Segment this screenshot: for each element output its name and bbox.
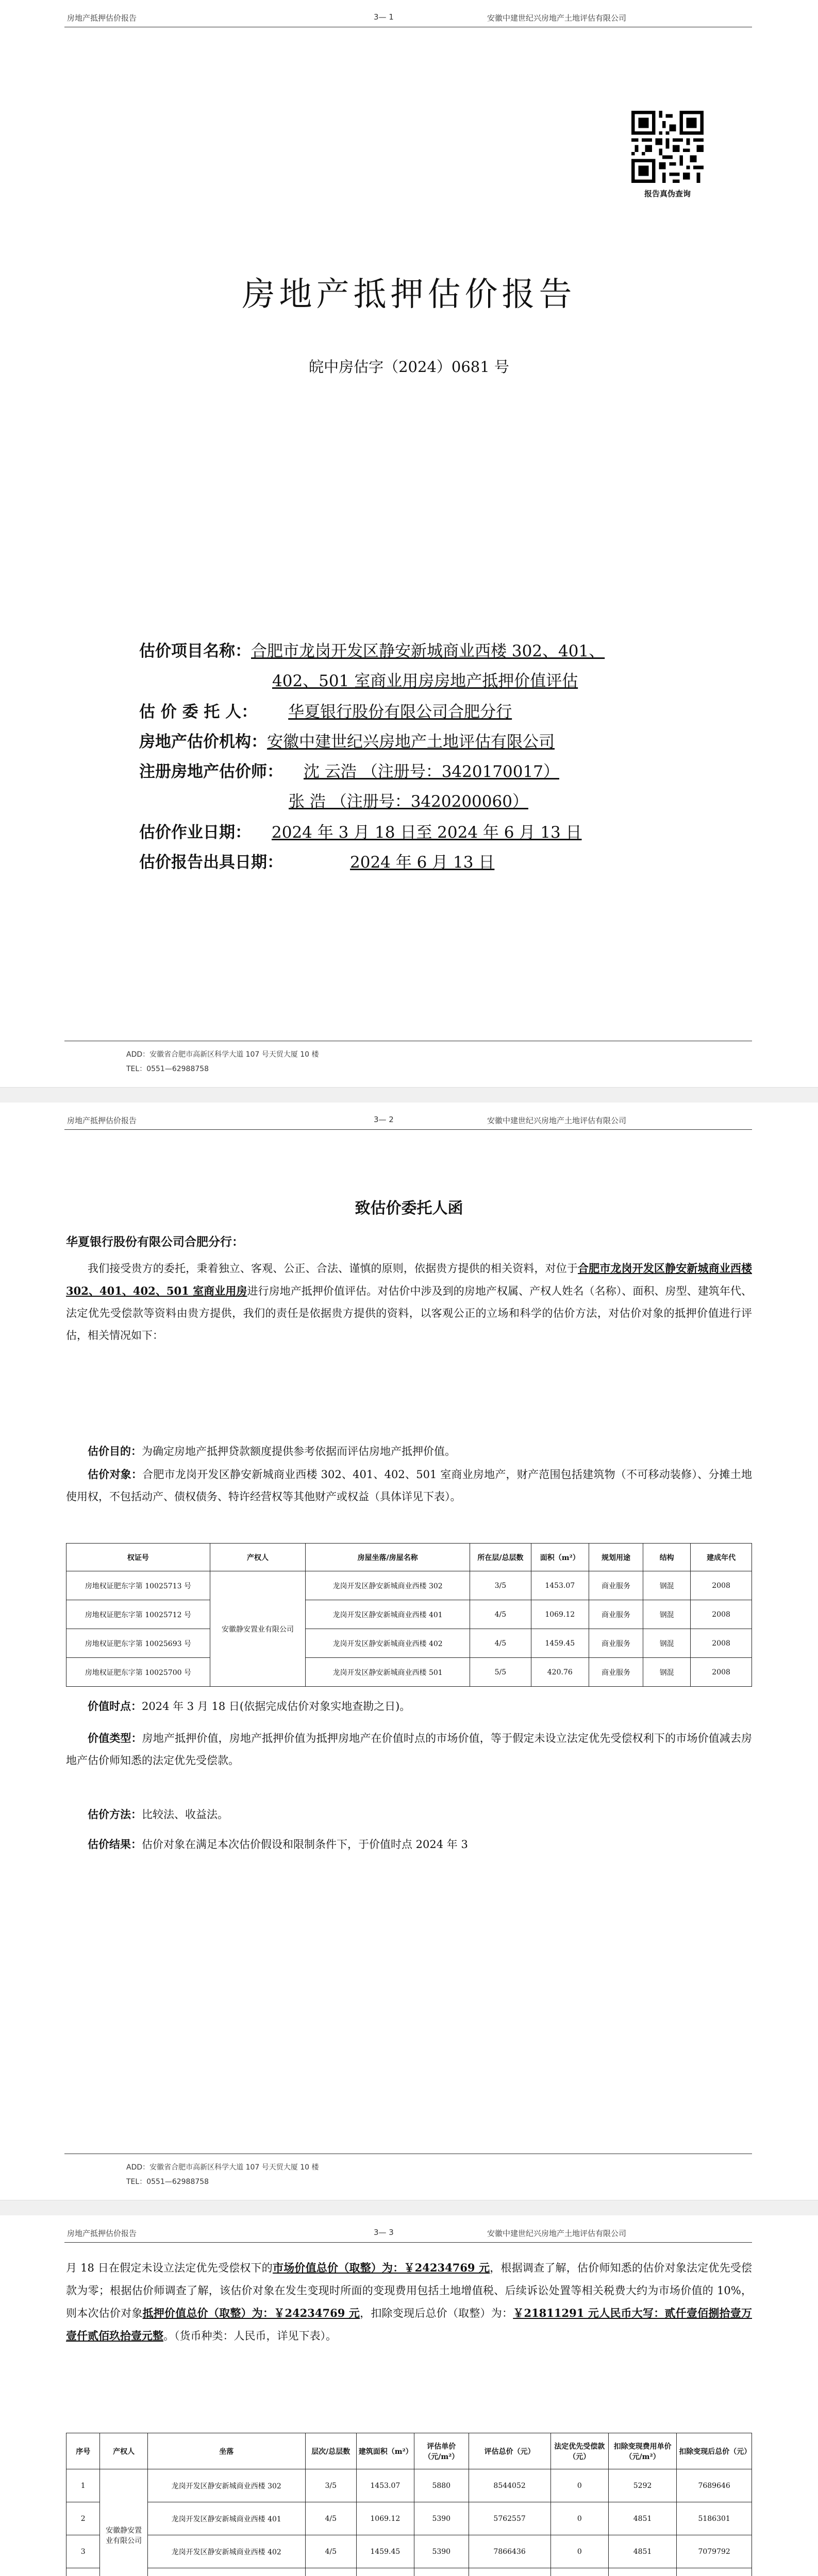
header-left: 房地产抵押估价报告: [67, 1116, 137, 1125]
qr-code: [631, 111, 704, 183]
header-left: 房地产抵押估价报告: [67, 2229, 137, 2238]
table-header: 序号 产权人 坐落 层次/总层数 建筑面积（m²） 评估单价（元/m²） 评估总价（元） 法定优先受偿款（元） 扣除变现费用单价（元/m²） 扣除变现后总价（元）: [66, 2433, 752, 2469]
value-date-paragraph: 价值时点：2024 年 3 月 18 日(依据完成估价对象实地查勘之日)。: [88, 1700, 411, 1713]
property-location: 合肥市龙岗开发区静安新城商业西楼 302、401、402、501 室商业用房: [66, 1262, 752, 1297]
label-client: 估 价 委 托 人：: [139, 703, 258, 721]
label-issue-date: 估价报告出具日期：: [139, 853, 283, 872]
footer-tel: TEL：0551—62988758: [126, 1065, 209, 1073]
value-project: 合肥市龙岗开发区静安新城商业西楼 302、401、: [251, 642, 605, 660]
table-row: 房地权证肥东字第 10025713 号 安徽静安置业有限公司 龙岗开发区静安新城商业西楼 302 3/5 1453.07 商业服务 钢混 2008: [66, 1571, 752, 1600]
letter-addressee: 华夏银行股份有限公司合肥分行：: [66, 1235, 244, 1249]
table-header: 权证号 产权人 房屋坐落/房屋名称 所在层/总层数 面积（m²） 规划用途 结构 建成年代: [66, 1544, 752, 1571]
value-appraiser-2: 张 浩 （注册号：3420200060）: [289, 792, 528, 811]
owner-cell: 安徽静安置业有限公司: [210, 1571, 305, 1687]
header-company: 安徽中建世纪兴房地产土地评估有限公司: [487, 2229, 627, 2238]
method-paragraph: 估价方法：比较法、收益法。: [88, 1808, 228, 1821]
valuation-table: [66, 2433, 752, 2576]
table-row: 房地权证肥东字第 10025712 号 龙岗开发区静安新城商业西楼 401 4/5 1069.12 商业服务 钢混 2008: [66, 1600, 752, 1629]
footer-tel: TEL：0551—62988758: [126, 2178, 209, 2186]
page-letter-1: [0, 1103, 818, 2200]
purpose-paragraph: 估价目的：为确定房地产抵押贷款额度提供参考依据而评估房地产抵押价值。: [88, 1445, 456, 1458]
label-appraiser: 注册房地产估价师：: [139, 762, 283, 781]
table-row: 房地权证肥东字第 10025700 号 龙岗开发区静安新城商业西楼 501 5/5 420.76 商业服务 钢混 2008: [66, 1658, 752, 1687]
qr-caption: 报告真伪查询: [644, 189, 691, 198]
letter-title: 致估价委托人函: [355, 1199, 463, 1217]
property-table: [66, 1543, 752, 1687]
table-row: 3 龙岗开发区静安新城商业西楼 402 4/5 1459.45 5390 7866436 0 4851 7079792: [66, 2535, 752, 2568]
result-paragraph-start: 估价结果：估价对象在满足本次估价假设和限制条件下，于价值时点 2024 年 3: [88, 1838, 468, 1851]
result-paragraph-cont: 月 18 日在假定未设立法定优先受偿权下的市场价值总价（取整）为：￥24234769 元，根据调查了解，估价师知悉的估价对象法定优先受偿款为零；根据估价师调查了解，该估价对象在发生变现时所面的变现费用包括土地增值税、后续诉讼处置等相关税费大约为市场价值的 10%，则本次估价对象抵押价值总价（取整）为：￥24234769 元，扣除变现后总价（取整）为：￥21811291 元人民币大写：贰仟壹佰捌拾壹万壹仟贰佰玖拾壹元整。（货币种类：人民币，详见下表）。: [66, 2261, 753, 2342]
object-paragraph: 估价对象：合肥市龙岗开发区静安新城商业西楼 302、401、402、501 室商业房地产，财产范围包括建筑物（不可移动装修）、分摊土地使用权，不包括动产、债权债务、特许经营权等其他财产或权益（具体详见下表）。: [66, 1468, 752, 1503]
page-number: 3— 2: [374, 1115, 394, 1124]
value-work-date: 2024 年 3 月 18 日至 2024 年 6 月 13 日: [272, 823, 582, 842]
value-agency: 安徽中建世纪兴房地产土地评估有限公司: [267, 733, 555, 751]
value-appraiser-1: 沈 云浩 （注册号：3420170017）: [304, 762, 559, 781]
value-issue-date: 2024 年 6 月 13 日: [350, 853, 495, 872]
label-work-date: 估价作业日期：: [139, 823, 251, 842]
letter-intro: 我们接受贵方的委托，秉着独立、客观、公正、合法、谨慎的原则，依据贵方提供的相关资料，对位于合肥市龙岗开发区静安新城商业西楼 302、401、402、501 室商业用房进行房地产抵押价值评估。对估价中涉及到的房地产权属、产权人姓名（名称）、面积、房型、建筑年代、法定优先受偿款等资料由贵方提供，我们的责任是依据贵方提供的资料，以客观公正的立场和科学的估价方法，对估价对象的抵押价值进行评估，相关情况如下：: [66, 1262, 752, 1342]
header-left: 房地产抵押估价报告: [67, 13, 137, 23]
page-header: [0, 0, 818, 31]
page-number: 3— 1: [374, 12, 394, 22]
value-client: 华夏银行股份有限公司合肥分行: [288, 703, 512, 721]
footer-address: ADD：安徽省合肥市高新区科学大道 107 号天贸大厦 10 楼: [126, 1050, 319, 1059]
page-footer: [0, 2154, 818, 2200]
value-project-cont: 402、501 室商业用房房地产抵押价值评估: [272, 672, 578, 690]
value-type-paragraph: 价值类型：房地产抵押价值，房地产抵押价值为抵押房地产在价值时点的市场价值，等于假定未设立法定优先受偿权利下的市场价值减去房地产估价师知悉的法定优先受偿款。: [66, 1732, 753, 1767]
page-letter-2: [0, 2215, 818, 2576]
label-agency: 房地产估价机构：: [139, 733, 267, 751]
table-row: 1 安徽静安置业有限公司 龙岗开发区静安新城商业西楼 302 3/5 1453.07 5880 8544052 0 5292 7689646: [66, 2469, 752, 2502]
table-row: 2 龙岗开发区静安新城商业西楼 401 4/5 1069.12 5390 5762557 0 4851 5186301: [66, 2502, 752, 2535]
table-row: [66, 2568, 752, 2576]
owner-cell: 安徽静安置业有限公司: [100, 2469, 147, 2576]
table-row: 房地权证肥东字第 10025693 号 龙岗开发区静安新城商业西楼 402 4/5 1459.45 商业服务 钢混 2008: [66, 1629, 752, 1658]
footer-address: ADD：安徽省合肥市高新区科学大道 107 号天贸大厦 10 楼: [126, 2163, 319, 2172]
header-company: 安徽中建世纪兴房地产土地评估有限公司: [487, 1116, 627, 1125]
report-number: 皖中房估字（2024）0681 号: [309, 358, 509, 376]
page-cover: [0, 0, 818, 1088]
page-footer: [0, 1041, 818, 1087]
header-company: 安徽中建世纪兴房地产土地评估有限公司: [487, 13, 627, 23]
label-project: 估价项目名称：: [139, 642, 251, 660]
page-header: [0, 2215, 818, 2246]
report-title: 房地产抵押估价报告: [242, 276, 576, 314]
page-header: [0, 1103, 818, 1133]
page-number: 3— 3: [374, 2228, 394, 2237]
